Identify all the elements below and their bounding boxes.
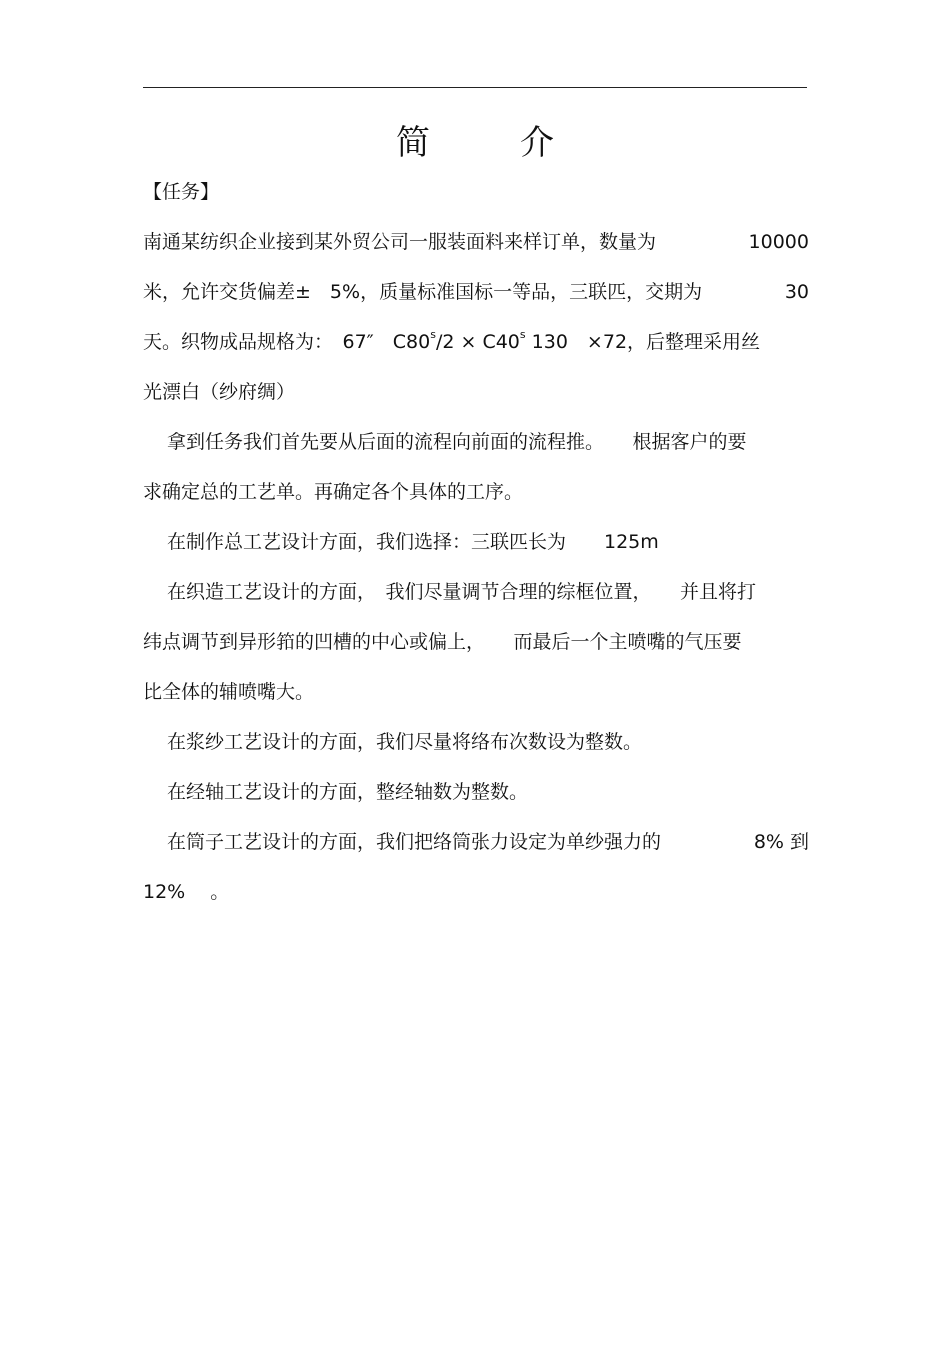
weaving-line-3: 比全体的辅喷嘴大。 <box>143 681 315 703</box>
process-line-1: 拿到任务我们首先要从后面的流程向前面的流程推。 根据客户的要 <box>167 431 747 453</box>
task-line-3: 天。织物成品规格为： 67″ $C80^s/2 \times C40^s$ 130 ×72，后整理采用丝 <box>143 328 761 353</box>
title-char-1: 简 <box>396 123 430 163</box>
weaving-line-2: 纬点调节到异形筘的凹槽的中心或偏上， 而最后一个主喷嘴的气压要 <box>143 631 742 653</box>
task-heading: 【任务】 <box>143 181 220 203</box>
title-char-2: 介 <box>520 123 554 163</box>
task-line-4: 光漂白（纱府绸） <box>143 381 296 403</box>
warp-beam-line-1: 在经轴工艺设计的方面，整经轴数为整数。 <box>167 781 529 803</box>
header-rule <box>143 87 807 88</box>
bobbin-line-1: 在筒子工艺设计的方面，我们把络筒张力设定为单纱强力的 8% 到 <box>143 817 809 867</box>
delivery-days: 30 <box>784 281 809 303</box>
task-paragraph <box>143 217 809 417</box>
document-body <box>143 167 809 917</box>
page-title <box>143 118 807 168</box>
tension-range-start: 8% 到 <box>753 831 809 853</box>
task-line-2: 米，允许交货偏差± 5%，质量标准国标一等品，三联匹，交期为 30 <box>143 267 809 317</box>
overall-design-line-1: 在制作总工艺设计方面，我们选择：三联匹长为 125m <box>167 531 659 553</box>
paragraph-overall-design <box>143 517 809 567</box>
task-line-1: 南通某纺织企业接到某外贸公司一服装面料来样订单，数量为 10000 <box>143 217 809 267</box>
bobbin-line-2: 12% 。 <box>143 881 230 903</box>
paragraph-process <box>143 417 809 517</box>
paragraph-warp-beam-design <box>143 767 809 817</box>
weaving-line-1: 在织造工艺设计的方面， 我们尽量调节合理的综框位置， 并且将打 <box>167 581 757 603</box>
paragraph-weaving-design <box>143 567 809 717</box>
sizing-line-1: 在浆纱工艺设计的方面，我们尽量将络布次数设为整数。 <box>167 731 643 753</box>
order-quantity: 10000 <box>748 231 809 253</box>
process-line-2: 求确定总的工艺单。再确定各个具体的工序。 <box>143 481 524 503</box>
paragraph-bobbin-design <box>143 817 809 917</box>
paragraph-sizing-design <box>143 717 809 767</box>
